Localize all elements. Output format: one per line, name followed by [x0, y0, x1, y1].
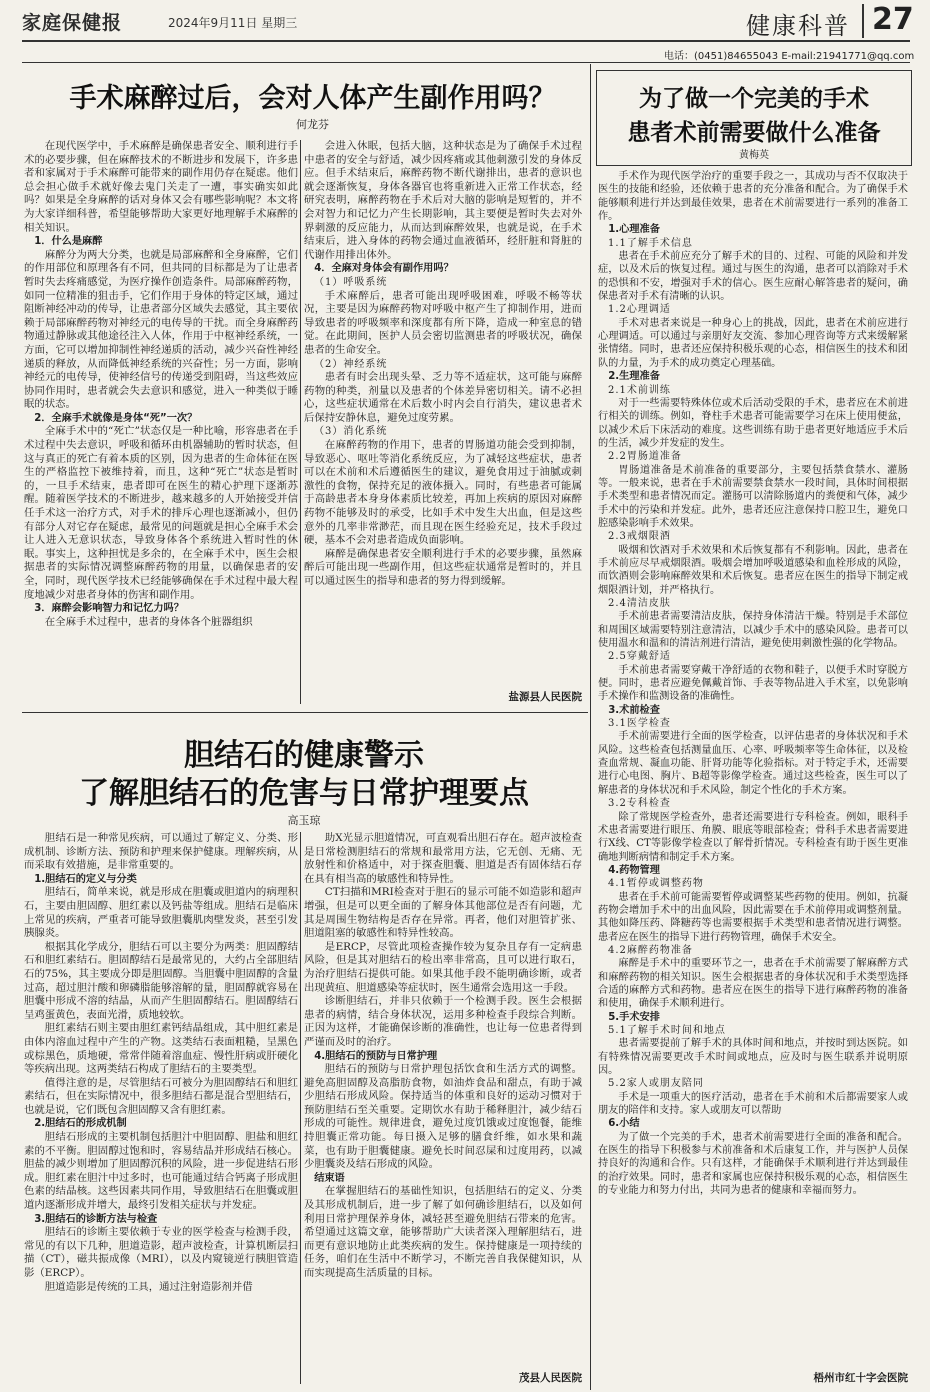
article2-author: 高玉琼 [287, 814, 321, 827]
article1-author: 何龙芬 [296, 118, 329, 131]
header-rule-thin [22, 62, 910, 63]
subheading: 2.4清洁皮肤 [608, 598, 671, 609]
article3-title-line1: 为了做一个完美的手术 [639, 85, 869, 112]
subheading: 1.1了解手术信息 [608, 237, 693, 249]
paragraph: 手术前患者需要穿戴干净舒适的衣物和鞋子，以便手术时穿脱方便。同时，患者应避免佩戴首饰、手表等物品进入手术室，以免影响手术操作和监测设备的准确性。 [598, 664, 908, 703]
paragraph: 会进入休眠，包括大脑，这种状态是为了确保手术过程中患者的安全与舒适，减少因疼痛或其他刺激引发的身体反应。但手术结束后，麻醉药物不断代谢排出，患者的意识也就会逐渐恢复，身体各器官也将重新进入正常工作状态，经研究表明，麻醉药物在手术后对大脑的影响是短暂的，并不会对智力和记忆力产生长期影响，其主要便是暂时失去对外界刺激的反应能力，从而达到麻醉效果，也就是说，在手术结束后，进入身体的药物会通过血液循环，经肝脏和肾脏的代谢作用排出体外。 [304, 140, 582, 261]
paragraph: 在现代医学中，手术麻醉是确保患者安全、顺利进行手术的必要步骤，但在麻醉技术的不断进步和发展下，许多患者和家属对于手术麻醉可能带来的副作用仍存在疑虑。他们总会担心做手术就好像去鬼门关走了一遭，事实确实如此吗？如果是全身麻醉的话对身体又会有哪些影响呢？本文将为大家详细科普，希望能够帮助大家更好地理解手术麻醉的相关知识。 [24, 140, 298, 234]
article1-title: 手术麻醉过后，会对人体产生副作用吗？ [69, 83, 556, 114]
paragraph: 胆红素结石则主要由胆红素钙结晶组成，其中胆红素是由体内溶血过程中产生的产物。这类结石表面粗糙，呈黑色或棕黑色，质地硬，常常伴随着溶血症、慢性肝病或肝硬化等疾病出现。这两类结石构成了胆结石的主要类型。 [24, 1022, 298, 1076]
article2-title-line2: 了解胆结石的危害与日常护理要点 [79, 776, 529, 811]
contact-line: 电话：(0451)84655043 E-mail:21941771@qq.com [664, 51, 915, 62]
subheading: （1）呼吸系统 [314, 276, 388, 288]
page-number: 27 [872, 2, 914, 37]
paragraph: 麻醉分为两大分类，也就是局部麻醉和全身麻醉，它们的作用部位和原理各有不同，但共同的目标都是为了让患者暂时失去疼痛感觉，为医疗操作创造条件。局部麻醉药物，如同一位精准的狙击手，它们作用于身体的特定区域，通过阻断神经冲动的传导，让患者部分区域失去感觉，其主要依赖于局部麻醉药物对神经元的电传导的干扰。而全身麻醉药物通过静脉或其他途径注入人体，作用于中枢神经系统，一方面，它可以增加抑制性神经递质的活动，减少兴奋性神经递质的释放，从而降低神经系统的兴奋性；另一方面，影响神经元的电传导，使神经信号的传递受到阻碍，当这些效应协同作用时，患者就会失去意识和感觉，进入一种类似于睡眠的状态。 [24, 248, 298, 411]
masthead: 家庭保健报 [22, 12, 123, 34]
paragraph: 胆道造影是传统的工具，通过注射造影剂并借 [44, 1280, 253, 1293]
paragraph: CT扫描和MRI检查对于胆石的显示可能不如造影和超声增强，但是可以更全面的了解身体其他部位是否有问题，尤其是周围生物结构是否存在异常。再者，他们对胆管扩张、胆道阻塞的敏感性和特异性较高。 [304, 886, 582, 940]
subheading: 2.5穿戴舒适 [608, 651, 671, 663]
article1-signature: 盐源县人民医院 [508, 691, 582, 703]
section-title: 健康科普 [746, 12, 850, 40]
paragraph: 手术前患者需要清洁皮肤，保持身体清洁干燥。特别是手术部位和周围区域需要特别注意清洁，以减少手术中的感染风险。患者可以使用温水和温和的清洁剂进行清洁，避免使用刺激性强的化学物品。 [598, 611, 908, 650]
paragraph: 为了做一个完美的手术，患者术前需要进行全面的准备和配合。在医生的指导下积极参与术前准备和术后康复工作，并与医护人员保持良好的沟通和合作。只有这样，才能确保手术顺利进行并达到最佳的治疗效果。同时，患者和家属也应保持积极乐观的心态，相信医生的专业能力和努力付出，共同为患者的健康和幸福而努力。 [598, 1131, 908, 1197]
subheading: （3）消化系统 [314, 426, 388, 438]
subheading: 2.1术前训练 [608, 384, 671, 396]
subheading: 1．什么是麻醉 [34, 236, 103, 248]
subheading: 2.生理准备 [608, 371, 660, 383]
subheading: （2）神经系统 [314, 358, 388, 370]
paragraph: 全麻手术中的“死亡”状态仅是一种比喻，形容患者在手术过程中失去意识，呼吸和循环由机器辅助的暂时状态，但这与真正的死亡有着本质的区别，因为患者的生命体征在医生的严格监控下被维持着，而且，这种“死亡”状态是暂时的，一旦手术结束，患者即可在医生的精心护理下逐渐苏醒。随着医学技术的不断进步，越来越多的人开始接受并信任手术这一治疗方式，对手术的排斥心理也逐渐减小，但仍有部分人对它存在疑虑，最常见的问题就是担心全麻手术会让人进入无意识状态，导致身体各个系统进入暂时性的休眠。事实上，这种担忧是多余的，在全麻手术中，医生会根据患者的实际情况调整麻醉药物的用量，以确保患者的安全，同时，现代医学技术已经能够确保在手术过程中最大程度地减少对患者身体的伤害和副作用。 [24, 425, 298, 601]
header-divider [862, 4, 864, 38]
subheading: 4.胆结石的预防与日常护理 [314, 1050, 438, 1062]
subheading: 5.1了解手术时间和地点 [608, 1025, 726, 1036]
article3-title-line2: 患者术前需要做什么准备 [627, 119, 881, 146]
paragraph: 胆结石形成的主要机制包括胆汁中胆固醇、胆盐和胆红素的不平衡。胆固醇过饱和时，容易结晶并形成结石核心。胆盐的减少则增加了胆固醇沉积的风险，进一步促进结石形成。胆红素在胆汁中过多时，也可能通过结合钙离子形成胆色素的结晶核。这些因素共同作用，导致胆结石在胆囊或胆道内逐渐形成并增大，最终引发相关症状与并发症。 [24, 1131, 298, 1212]
article3-author: 黄梅英 [739, 150, 769, 161]
paragraph: 胆结石是一种常见疾病，可以通过了解定义、分类、形成机制、诊断方法、预防和护理来保护健康。理解疾病，从而采取有效措施，是非常重要的。 [24, 832, 298, 872]
issue-date: 2024年9月11日 星期三 [168, 16, 298, 30]
subheading: 1.2心理调适 [608, 304, 671, 316]
paragraph: 在麻醉药物的作用下，患者的胃肠道功能会受到抑制，导致恶心、呕吐等消化系统反应，为了减轻这些症状，患者可以在术前和术后遵循医生的建议，避免食用过于油腻或刺激性的食物，保持充足的液体摄入。同时，有些患者可能属于高龄患者本身身体素质比较差，再加上疾病的原因对麻醉药物不能够及时的承受，比如手术中发生大出血，但是这些意外的几率非常渺茫，而且现在医生经验充足，技术手段过硬，基本不会对患者造成负面影响。 [304, 439, 582, 547]
paragraph: 在掌握胆结石的基础性知识，包括胆结石的定义、分类及其形成机制后，进一步了解了如何确诊胆结石，以及如何利用日常护理保养身体，减轻甚至避免胆结石带来的危害。希望通过这篇文章，能够帮助广大读者深入理解胆结石，进而更有意识地防止此类疾病的发生。保持健康是一项持续的任务，咱们在生活中不断学习，不断完善自我保健知识，从而实现提高生活质量的目标。 [304, 1185, 582, 1279]
subheading: 2.2胃肠道准备 [608, 451, 682, 463]
paragraph: 手术作为现代医学治疗的重要手段之一，其成功与否不仅取决于医生的技能和经验，还依赖于患者的充分准备和配合。为了确保手术能够顺利进行并达到最佳效果，患者在术前需要进行一系列的准备工作。 [598, 171, 908, 223]
paragraph: 诊断胆结石，并非只依赖于一个检测手段。医生会根据患者的病情，结合身体状况，运用多种检查手段综合判断。正因为这样，才能确保诊断的准确性，也让每一位患者得到严谨而及时的治疗。 [304, 995, 582, 1048]
article-separator [22, 712, 588, 713]
paragraph: 值得注意的是，尽管胆结石可被分为胆固醇结石和胆红素结石，但在实际情况中，很多胆结石都是混合型胆结石，也就是说，它们既包含胆固醇又含有胆红素。 [24, 1076, 298, 1116]
article1-column-divider [300, 140, 301, 704]
paragraph: 胃肠道准备是术前准备的重要部分，主要包括禁食禁水、灌肠等。一般来说，患者在手术前需要禁食禁水一段时间，具体时间根据手术类型和患者情况而定。灌肠可以清除肠道内的粪便和气体，减少手术中的污染和并发症。此外，患者还应注意保持口腔卫生，避免口腔感染影响手术效果。 [598, 464, 908, 529]
header-rule [22, 40, 910, 42]
paragraph: 手术前需要进行全面的医学检查，以评估患者的身体状况和手术风险。这些检查包括测量血压、心率、呼吸频率等生命体征，以及检查血常规、凝血功能、肝肾功能等化验指标。对于特定手术，还需要进行心电图、胸片、B超等影像学检查。通过这些检查，医生可以了解患者的身体状况和手术风险，制定个性化的手术方案。 [598, 731, 908, 796]
subheading: 2．全麻手术就像是身体“死”一次？ [34, 412, 198, 424]
subheading: 4.药物管理 [608, 864, 660, 876]
subheading: 3.2专科检查 [608, 798, 671, 810]
subheading: 1.心理准备 [608, 224, 660, 236]
paragraph: 患者在手术前应充分了解手术的目的、过程、可能的风险和并发症，以及术后的恢复过程。通过与医生的沟通，患者可以消除对手术的恐惧和不安，增强对手术的信心。医生应耐心解答患者的疑问，确保患者对手术有清晰的认识。 [598, 251, 908, 303]
article2-column-1 [24, 832, 298, 1294]
subheading: 5.2家人或朋友陪同 [608, 1078, 704, 1090]
paragraph: 在全麻手术过程中，患者的身体各个脏器组织 [44, 615, 253, 628]
paragraph: 患者在手术前可能需要暂停或调整某些药物的使用。例如，抗凝药物会增加手术中的出血风险，因此需要在手术前停用或调整剂量。其他如降压药、降糖药等也需要根据手术类型和患者情况进行调整。患者应在医生的指导下进行药物管理，确保手术安全。 [598, 891, 908, 943]
article2-column-2 [304, 832, 582, 1281]
subheading: 3．麻醉会影响智力和记忆力吗？ [34, 603, 184, 615]
subheading: 4．全麻对身体会有副作用吗？ [314, 263, 454, 275]
paragraph: 根据其化学成分，胆结石可以主要分为两类：胆固醇结石和胆红素结石。胆固醇结石是最常见的，大约占全部胆结石的75%，其主要成分即是胆固醇。当胆囊中胆固醇的含量过高，超过胆汁酸和卵磷脂能够溶解的量，胆固醇就容易在胆囊中形成不溶的结晶，从而产生胆固醇结石。胆固醇结石呈鸡蛋黄色，表面光滑，质地较软。 [24, 940, 298, 1021]
paragraph: 胆结石的预防与日常护理包括饮食和生活方式的调整。避免高胆固醇及高脂肪食物，如油炸食品和甜点，有助于减少胆结石形成风险。保持适当的体重和良好的运动习惯对于预防胆结石至关重要。定期饮水有助于稀释胆汁，减少结石形成的可能性。规律进食，避免过度饥饿或过度饱餐，能维持胆囊正常功能。每日摄入足够的膳食纤维，如水果和蔬菜，也有助于胆囊健康。避免长时间忍屎和过度用药，以减少胆囊炎及结石形成的风险。 [304, 1063, 582, 1171]
article3-signature: 梧州市红十字会医院 [813, 1372, 908, 1384]
article1-column-2 [304, 140, 582, 589]
paragraph: 患者有时会出现头晕、乏力等不适症状，这可能与麻醉药物的种类，剂量以及患者的个体差异密切相关。请不必担心，这些症状通常在术后数小时内会自行消失，建议患者术后保持安静休息，避免过度劳累。 [304, 371, 582, 424]
subheading: 1.胆结石的定义与分类 [34, 873, 137, 885]
paragraph: 麻醉是确保患者安全顺利进行手术的必要步骤，虽然麻醉后可能出现一些副作用，但这些症状通常是暂时的，并且可以通过医生的指导和患者的努力得到缓解。 [304, 547, 582, 587]
paragraph: 手术麻醉后，患者可能出现呼吸困难，呼吸不畅等状况，主要是因为麻醉药物对呼吸中枢产生了抑制作用，进而导致患者的呼吸频率和深度都有所下降，造成一种室息的错觉。在此期间，医护人员会密切监测患者的呼吸状况，确保患者的生命安全。 [304, 289, 582, 356]
article3-body [598, 170, 908, 1197]
paragraph: 胆结石，简单来说，就是形成在胆囊或胆道内的病理积石，主要由胆固醇、胆红素以及钙盐等组成。胆结石是临床上常见的疾病，严重者可能导致胆囊肌肉壁发炎，甚至引发胰腺炎。 [24, 886, 298, 940]
paragraph: 除了常规医学检查外，患者还需要进行专科检查。例如，眼科手术患者需要进行眼压、角膜、眼底等眼部检查；骨科手术患者需要进行X线、CT等影像学检查以了解骨折情况。专科检查有助于医生更准确地判断病情和制定手术方案。 [598, 811, 908, 863]
subheading: 4.2麻醉药物准备 [608, 944, 693, 956]
paragraph: 助X光显示胆道情况，可直观看出胆石存在。超声波检查是日常检测胆结石的常规和最常用方法，它无创、无痛、无放射性和价格适中，对于探查胆囊、胆道是否有固体结石存在具有相当高的敏感性和特异性。 [304, 832, 582, 885]
article2-column-divider [300, 832, 301, 1384]
subheading: 2.胆结石的形成机制 [34, 1118, 127, 1130]
paragraph: 手术是一项重大的医疗活动，患者在手术前和术后都需要家人或朋友的陪伴和支持。家人或朋友可以帮助 [598, 1091, 908, 1117]
subheading: 2.3戒烟限酒 [608, 531, 671, 543]
article2-title-line1: 胆结石的健康警示 [184, 738, 424, 773]
subheading: 5.手术安排 [608, 1011, 660, 1023]
paragraph: 是ERCP，尽管此项检查操作较为复杂且存有一定病患风险，但是其对胆结石的检出率非常高，且可以进行取石，为治疗胆结石提供可能。如果其他手段不能明确诊断，或者出现黄疸、胆道感染等症状时，医生通常会选用这一手段。 [304, 940, 582, 994]
subheading: 3.胆结石的诊断方法与检查 [34, 1213, 158, 1225]
article1-column-1 [24, 140, 298, 629]
subheading: 结束语 [314, 1172, 345, 1184]
subheading: 4.1暂停或调整药物 [608, 878, 704, 890]
page-column-divider [590, 64, 591, 1390]
paragraph: 吸烟和饮酒对手术效果和术后恢复都有不利影响。因此，患者在手术前应尽早戒烟限酒。吸烟会增加呼吸道感染和血栓形成的风险，而饮酒则会影响麻醉效果和术后恢复。患者应在医生的指导下制定戒烟限酒计划，并严格执行。 [598, 544, 908, 596]
paragraph: 手术对患者来说是一种身心上的挑战，因此，患者在术前应进行心理调适。可以通过与亲朋好友交流、参加心理咨询等方式来缓解紧张情绪。同时，患者还应保持积极乐观的心态，相信医生的技术和团队的力量，为手术的成功奠定心理基础。 [598, 317, 908, 369]
article2-signature: 茂县人民医院 [519, 1372, 582, 1384]
paragraph: 患者需要提前了解手术的具体时间和地点，并按时到达医院。如有特殊情况需要更改手术时间或地点，应及时与医生联系并说明原因。 [598, 1038, 908, 1077]
paragraph: 对于一些需要特殊体位或术后活动受限的手术，患者应在术前进行相关的训练。例如，脊柱手术患者可能需要学习在床上使用便盆，以减少术后下床活动的难度。这些训练有助于患者更好地适应手术后的生活，减少并发症的发生。 [598, 397, 908, 449]
paragraph: 麻醉是手术中的重要环节之一，患者在手术前需要了解麻醉方式和麻醉药物的相关知识。医生会根据患者的身体状况和手术类型选择合适的麻醉方式和药物。患者应在医生的指导下进行麻醉药物的准备和使用，确保手术顺利进行。 [598, 958, 908, 1010]
subheading: 3.1医学检查 [608, 718, 671, 730]
subheading: 3.术前检查 [608, 704, 660, 716]
subheading: 6.小结 [608, 1118, 640, 1130]
paragraph: 胆结石的诊断主要依赖于专业的医学检查与检测手段，常见的有以下几种，胆道造影，超声波检查，计算机断层扫描（CT），磁共振成像（MRI），以及内窥镜逆行胰胆管造影（ERCP）。 [24, 1226, 298, 1279]
